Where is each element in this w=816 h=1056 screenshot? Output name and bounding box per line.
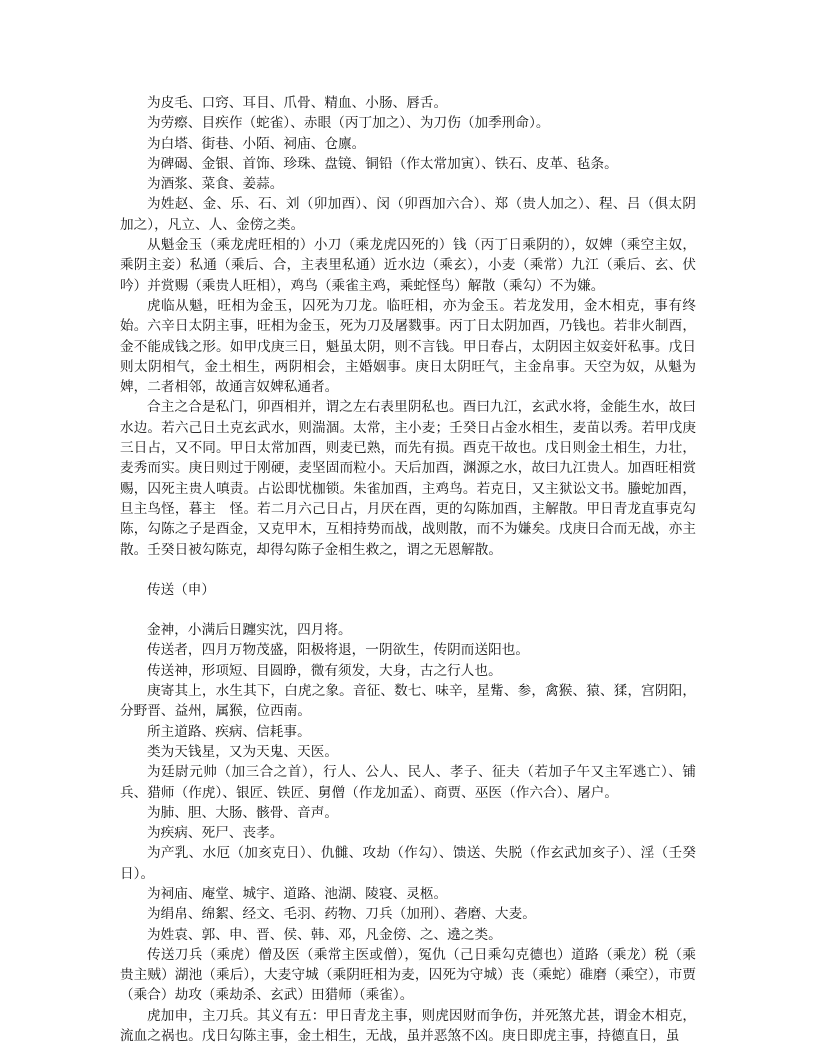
paragraph: 虎加申，主刀兵。其义有五：甲日青龙主事，则虎因财而争伤，并死煞尤甚，谓金木相克，流血之祸也。戊日勾陈主事，金土相生，无战，虽并恶煞不凶。庚日即虎主事，持德直日，虽 bbox=[120, 1007, 696, 1045]
paragraph: 为廷尉元帅（加三合之首），行人、公人、民人、孝子、征夫（若加子午又主军逃亡）、铺兵、猎师（作虎）、银匠、铁匠、舅僧（作龙加孟）、商贾、巫医（作六合）、屠户。 bbox=[120, 764, 696, 801]
paragraph: 庚寄其上，水生其下，白虎之象。音征、数七、味辛，星觜、参，禽猴、猿、猱，宫阴阳，分野晋、益州，属猴，位西南。 bbox=[120, 683, 696, 720]
paragraph: 为绢帛、绵絮、经文、毛羽、药物、刀兵（加刑）、砻磨、大麦。 bbox=[147, 906, 536, 923]
paragraph: 所主道路、疾病、信耗事。 bbox=[147, 723, 311, 740]
paragraph: 为姓赵、金、乐、石、刘（卯加酉）、闵（卯酉加六合）、郑（贵人加之）、程、吕（俱太阴加之），凡立、人、金傍之类。 bbox=[120, 196, 696, 233]
paragraph: 为皮毛、口窍、耳目、爪骨、精血、小肠、唇舌。 bbox=[147, 95, 448, 111]
paragraph: 为姓袁、郭、申、晋、侯、韩、邓，凡金傍、之、遶之类。 bbox=[147, 926, 502, 943]
paragraph: 类为天钱星，又为天鬼、天医。 bbox=[147, 743, 339, 760]
section-gap bbox=[120, 560, 696, 580]
paragraph: 为产乳、水厄（加亥克日）、仇雠、攻劫（作勾）、馈送、失脱（作玄武加亥子）、淫（壬癸日）。 bbox=[120, 845, 696, 882]
paragraph: 为祠庙、庵堂、城宇、道路、池湖、陵寝、灵柩。 bbox=[147, 885, 448, 902]
paragraph: 为酒浆、菜食、姜蒜。 bbox=[147, 176, 284, 193]
section-heading: 传送（申） bbox=[147, 581, 215, 598]
paragraph: 传送神，形项短、目圆睁，微有须发，大身，古之行人也。 bbox=[147, 662, 502, 679]
section-gap bbox=[120, 600, 696, 620]
section-youkui-continued bbox=[120, 93, 696, 560]
paragraph: 为白塔、街巷、小陌、祠庙、仓廪。 bbox=[147, 135, 366, 152]
paragraph: 传送者，四月万物茂盛，阳极将退，一阴欲生，传阴而送阳也。 bbox=[147, 642, 530, 659]
paragraph: 虎临从魁，旺相为金玉，囚死为刀龙。临旺相，亦为金玉。若龙发用，金木相克，事有终始。六辛日太阴主事，旺相为金玉，死为刀及屠戮事。丙丁日太阴加酉，乃钱也。若非火制酉，金不能成钱之形。如甲戊庚三日，魁虽太阴，则不言钱。甲日春占，太阴因主奴妾奸私事。戊日则太阴相气，金土相生，两阴相会，主婚姻事。庚日太阴旺气，主金帛事。天空为奴，从魁为婢，二者相邻，故通言奴婢私通者。 bbox=[120, 297, 696, 396]
paragraph: 为劳瘵、目疾作（蛇雀）、赤眼（丙丁加之）、为刀伤（加季刑命）。 bbox=[147, 115, 550, 132]
document-page bbox=[120, 93, 696, 1046]
section-chuansong bbox=[120, 620, 696, 1046]
paragraph: 为疾病、死尸、丧孝。 bbox=[147, 825, 284, 842]
paragraph: 从魁金玉（乘龙虎旺相的）小刀（乘龙虎囚死的）钱（丙丁日乘阴的），奴婢（乘空主奴，乘阴主妾）私通（乘后、合，主表里私通）近水边（乘玄），小麦（乘常）九江（乘后、玄、伏吟）并赏赐（乘贵人旺相），鸡鸟（乘雀主鸡，乘蛇怪鸟）解散（乘勾）不为嫌。 bbox=[120, 237, 696, 294]
paragraph: 金神，小满后日躔实沈，四月将。 bbox=[147, 622, 352, 639]
paragraph: 传送刀兵（乘虎）僧及医（乘常主医或僧），冤仇（己日乘勾克德也）道路（乘龙）税（乘贵主贼）湖池（乘后），大麦守城（乘阴旺相为麦，囚死为守城）丧（乘蛇）碓磨（乘空），市贾（乘合）劫攻（乘劫杀、玄武）田猎师（乘雀）。 bbox=[120, 946, 696, 1004]
paragraph: 合主之合是私门，卯酉相并，谓之左右表里阴私也。酉曰九江，玄武水将，金能生水，故曰水边。若六己日土克玄武水，则湍涸。太常，主小麦；壬癸日占金水相生，麦苗以秀。若甲戊庚三日占，又不同。甲日太常加酉，则麦已熟，而先有损。酉克干故也。戊日则金土相生，力壮，麦秀而实。庚日则过于刚硬，麦坚固而粒小。天后加酉，渊源之水，故曰九江贵人。加酉旺相赏赐，囚死主贵人嗔责。占讼即忧枷锁。朱雀加酉，主鸡鸟。若克日，又主狱讼文书。螣蛇加酉，旦主鸟怪，暮主 怪。若二月六己日占，月厌在酉，更的勾陈加酉，主解散。甲日青龙直事克勾陈，勾陈之子是酉金，又克甲木，互相持势而战，战则散，而不为嫌矣。戊庚日合而无战，亦主散。壬癸日被勾陈克，却得勾陈子金相生救之，谓之无恩解散。 bbox=[120, 399, 696, 558]
paragraph: 为碑碣、金银、首饰、珍珠、盘镜、铜铅（作太常加寅）、铁石、皮革、毡条。 bbox=[147, 155, 618, 172]
paragraph: 为肺、胆、大肠、骸骨、音声。 bbox=[147, 804, 339, 821]
